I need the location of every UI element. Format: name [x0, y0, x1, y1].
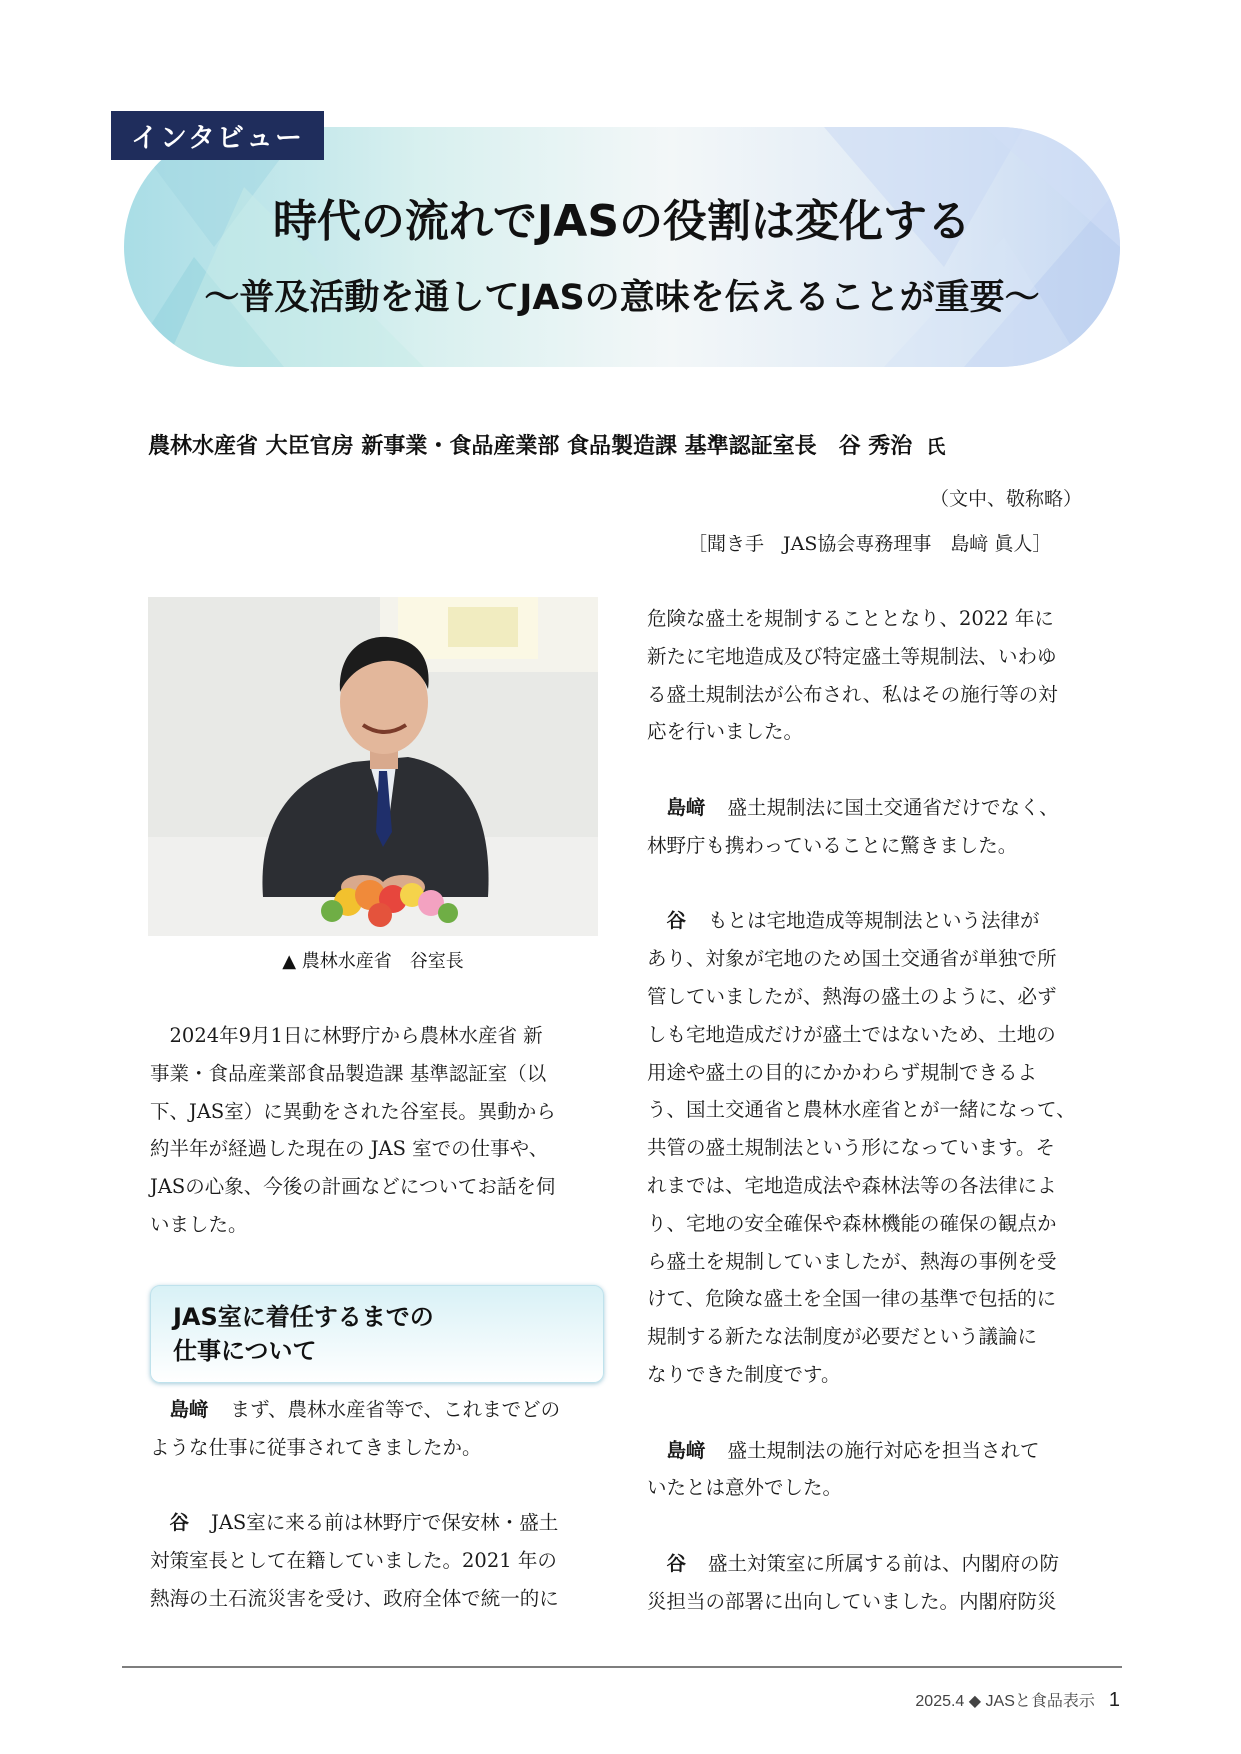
- byline: [148, 429, 1108, 460]
- dialog-line: あり、対象が宅地のため国土交通省が単独で所: [647, 947, 1057, 971]
- dialog-line: けて、危険な盛土を全国一律の基準で包括的に: [647, 1287, 1057, 1311]
- dialog-line: [647, 789, 1107, 827]
- speaker-label: 島﨑: [169, 1398, 209, 1421]
- footer-publication: 2025.4 ◆ JASと食品表示: [915, 1693, 1095, 1710]
- speaker-label: 谷: [169, 1511, 190, 1535]
- portrait-illustration: [148, 597, 598, 936]
- dialog-text: 盛土規制法の施行対応を担当されて: [727, 1438, 1040, 1462]
- dialog-text: もとは宅地造成等規制法という法律が: [708, 909, 1040, 933]
- byline-honorific: 氏: [926, 436, 946, 458]
- dialog-line: いたとは意外でした。: [647, 1476, 843, 1500]
- dialog-line: 熱海の土石流災害を受け、政府全体で統一的に: [150, 1586, 559, 1610]
- dialog-text: 盛土対策室に所属する前は、内閣府の防: [708, 1551, 1060, 1575]
- page-footer: [780, 1688, 1120, 1712]
- intro-line: 事業・食品産業部食品製造課 基準認証室（以: [150, 1061, 547, 1085]
- dialog-line: ら盛土を規制していましたが、熱海の事例を受: [647, 1249, 1057, 1273]
- left-column-dialog: [150, 1391, 605, 1618]
- dialog-line: る盛土規制法が公布され、私はその施行等の対: [647, 682, 1058, 706]
- honorific-note: （文中、敬称略）: [930, 488, 1083, 510]
- dialog-text: まず、農林水産省等で、これまでどの: [230, 1398, 561, 1421]
- page-number: 1: [1108, 1689, 1120, 1711]
- speaker-label: 谷: [666, 909, 687, 933]
- interview-photo: [148, 597, 598, 936]
- intro-paragraph: [150, 1017, 605, 1244]
- dialog-line: なりできた制度です。: [647, 1362, 841, 1386]
- section-heading-line: JAS室に着任するまでの: [173, 1303, 434, 1331]
- dialog-line: [647, 902, 1107, 940]
- speaker-label: 谷: [666, 1551, 687, 1575]
- interview-tag: インタビュー: [111, 111, 324, 160]
- dialog-line: 危険な盛土を規制することとなり、2022 年に: [647, 607, 1054, 630]
- dialog-line: れまでは、宅地造成法や森林法等の各法律によ: [647, 1173, 1057, 1197]
- dialog-line: ような仕事に従事されてきましたか。: [150, 1435, 482, 1459]
- footer-rule: [122, 1666, 1122, 1668]
- section-heading: [150, 1285, 604, 1383]
- dialog-line: 対策室長として在籍していました。2021 年の: [150, 1549, 557, 1573]
- dialog-line: り、宅地の安全確保や森林機能の確保の観点か: [647, 1211, 1057, 1235]
- dialog-line: 管していましたが、熱海の盛土のように、必ず: [647, 984, 1057, 1008]
- speaker-label: 島﨑: [666, 1438, 706, 1462]
- page-subtitle: ～普及活動を通してJASの意味を伝えることが重要～: [204, 278, 1040, 318]
- section-heading-line: 仕事について: [173, 1337, 317, 1365]
- dialog-line: 用途や盛土の目的にかかわらず規制できるよ: [647, 1060, 1038, 1084]
- speaker-label: 島﨑: [666, 795, 706, 819]
- intro-line: 下、JAS室）に異動をされた谷室長。異動から: [150, 1099, 556, 1123]
- dialog-line: 林野庁も携わっていることに驚きました。: [647, 833, 1018, 857]
- dialog-line: [647, 1432, 1107, 1470]
- right-column-dialog: [647, 600, 1107, 1621]
- dialog-line: 災担当の部署に出向していました。内閣府防災: [647, 1589, 1057, 1613]
- dialog-line: 応を行いました。: [647, 720, 804, 744]
- intro-line: 2024年9月1日に林野庁から農林水産省 新: [169, 1024, 543, 1047]
- intro-line: いました。: [150, 1212, 248, 1236]
- dialog-line: [150, 1391, 605, 1429]
- intro-line: JASの心象、今後の計画などについてお話を伺: [150, 1175, 556, 1199]
- dialog-text: JAS室に来る前は林野庁で保安林・盛土: [211, 1511, 559, 1535]
- dialog-text: 盛土規制法に国土交通省だけでなく、: [727, 795, 1059, 819]
- page-title: 時代の流れでJASの役割は変化する: [272, 196, 972, 247]
- intro-line: 約半年が経過した現在の JAS 室での仕事や、: [150, 1137, 549, 1161]
- dialog-line: 規制する新たな法制度が必要だという議論に: [647, 1325, 1038, 1349]
- interviewer-note: ［聞き手 JAS協会専務理事 島﨑 眞人］: [688, 533, 1052, 555]
- byline-name: 農林水産省 大臣官房 新事業・食品産業部 食品製造課 基準認証室長 谷 秀治: [148, 434, 913, 459]
- dialog-line: 新たに宅地造成及び特定盛土等規制法、いわゆ: [647, 644, 1057, 668]
- dialog-line: 共管の盛土規制法という形になっています。そ: [647, 1136, 1055, 1160]
- dialog-line: しも宅地造成だけが盛土ではないため、土地の: [647, 1022, 1056, 1046]
- dialog-line: う、国土交通省と農林水産省とが一緒になって、: [647, 1098, 1076, 1122]
- dialog-line: [150, 1504, 605, 1542]
- photo-caption: ▲ 農林水産省 谷室長: [282, 951, 464, 972]
- dialog-line: [647, 1545, 1107, 1583]
